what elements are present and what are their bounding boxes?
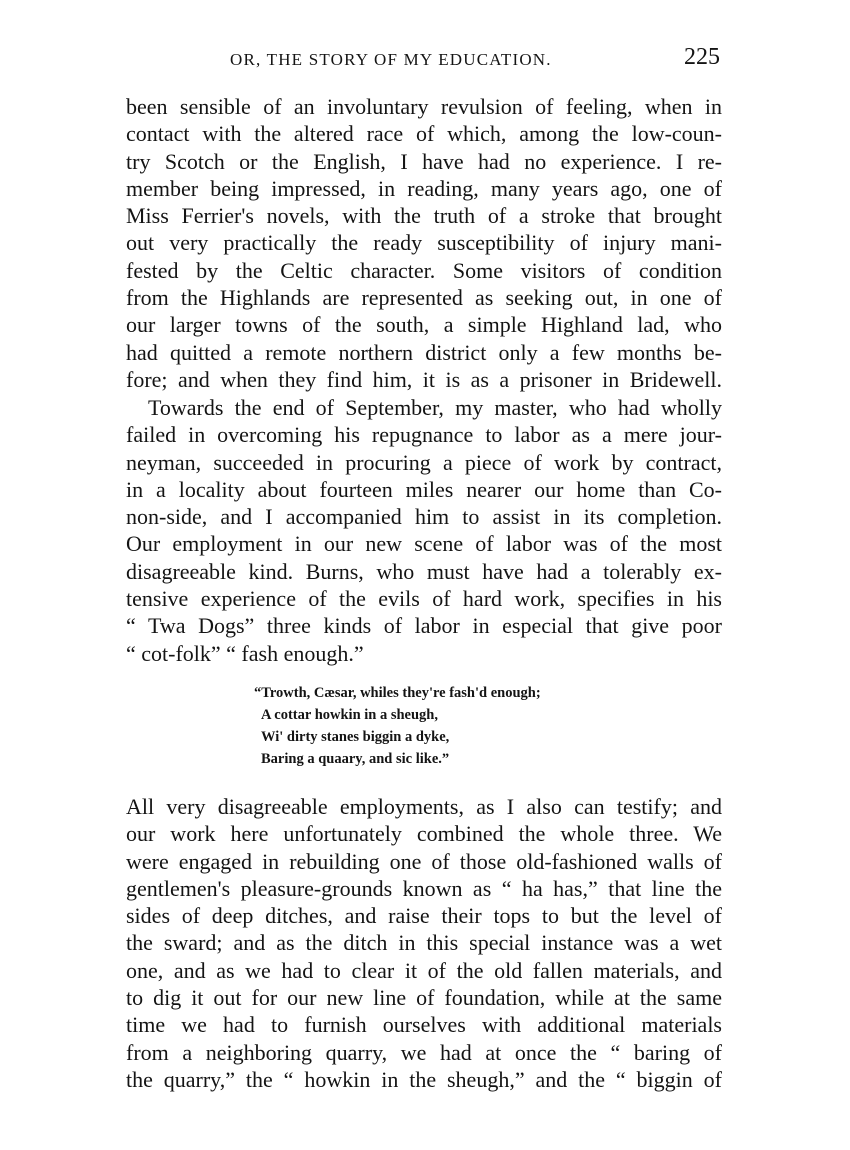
text-line: to dig it out for our new line of foundation, while at the same	[126, 985, 722, 1011]
text-line: the quarry,” the “ howkin in the sheugh,” and the “ biggin of	[126, 1066, 722, 1092]
verse-quotation	[254, 682, 614, 770]
text-line: All very disagreeable employments, as I also can testify; and	[126, 794, 722, 819]
paragraph-2	[126, 394, 722, 667]
text-line: one, and as we had to clear it of the old fallen materials, and	[126, 957, 722, 983]
text-line: tensive experience of the evils of hard work, specifies in his	[126, 586, 722, 612]
text-line: out very practically the ready susceptibility of injury mani-	[126, 230, 722, 256]
text-line: from the Highlands are represented as seeking out, in one of	[126, 285, 722, 311]
text-line: non-side, and I accompanied him to assist in its completion.	[126, 504, 722, 530]
text-line: Miss Ferrier's novels, with the truth of a stroke that brought	[126, 203, 722, 229]
text-line: fested by the Celtic character. Some visitors of condition	[126, 257, 722, 283]
text-line: “ Twa Dogs” three kinds of labor in especial that give poor	[126, 613, 722, 639]
verse-line: Wi' dirty stanes biggin a dyke,	[261, 729, 450, 745]
paragraph-1	[126, 93, 722, 393]
paragraph-3	[126, 793, 722, 1093]
text-line: Towards the end of September, my master, who had wholly	[148, 395, 722, 420]
text-line: our larger towns of the south, a simple Highland lad, who	[126, 312, 722, 338]
text-line: the sward; and as the ditch in this special instance was a wet	[126, 930, 722, 956]
text-line: Our employment in our new scene of labor was of the most	[126, 531, 722, 557]
text-line: contact with the altered race of which, among the low-coun-	[126, 121, 722, 147]
verse-line: Baring a quaary, and sic like.”	[261, 751, 450, 767]
text-line: “ cot-folk” “ fash enough.”	[126, 640, 364, 666]
text-line: disagreeable kind. Burns, who must have had a tolerably ex-	[126, 558, 722, 584]
text-line: from a neighboring quarry, we had at once the “ baring of	[126, 1039, 722, 1065]
text-line: try Scotch or the English, I have had no experience. I re-	[126, 148, 722, 174]
verse-line: A cottar howkin in a sheugh,	[261, 707, 438, 723]
running-head	[126, 44, 722, 76]
text-line: member being impressed, in reading, many years ago, one of	[126, 175, 722, 201]
running-title: OR, THE STORY OF MY EDUCATION.	[230, 50, 552, 69]
text-line: were engaged in rebuilding one of those old-fashioned walls of	[126, 848, 722, 874]
text-line: had quitted a remote northern district only a few months be-	[126, 339, 722, 365]
text-line: time we had to furnish ourselves with additional materials	[126, 1012, 722, 1038]
page-number: 225	[684, 44, 720, 70]
text-line: fore; and when they find him, it is as a prisoner in Bridewell.	[126, 366, 722, 392]
text-line: sides of deep ditches, and raise their tops to but the level of	[126, 903, 722, 929]
verse-line: “Trowth, Cæsar, whiles they're fash'd enough;	[254, 685, 541, 701]
text-line: failed in overcoming his repugnance to labor as a mere jour-	[126, 422, 722, 448]
text-line: neyman, succeeded in procuring a piece of work by contract,	[126, 449, 722, 475]
text-line: in a locality about fourteen miles nearer our home than Co-	[126, 476, 722, 502]
text-line: gentlemen's pleasure-grounds known as “ ha has,” that line the	[126, 875, 722, 901]
text-line: been sensible of an involuntary revulsion of feeling, when in	[126, 94, 722, 119]
text-line: our work here unfortunately combined the whole three. We	[126, 821, 722, 847]
